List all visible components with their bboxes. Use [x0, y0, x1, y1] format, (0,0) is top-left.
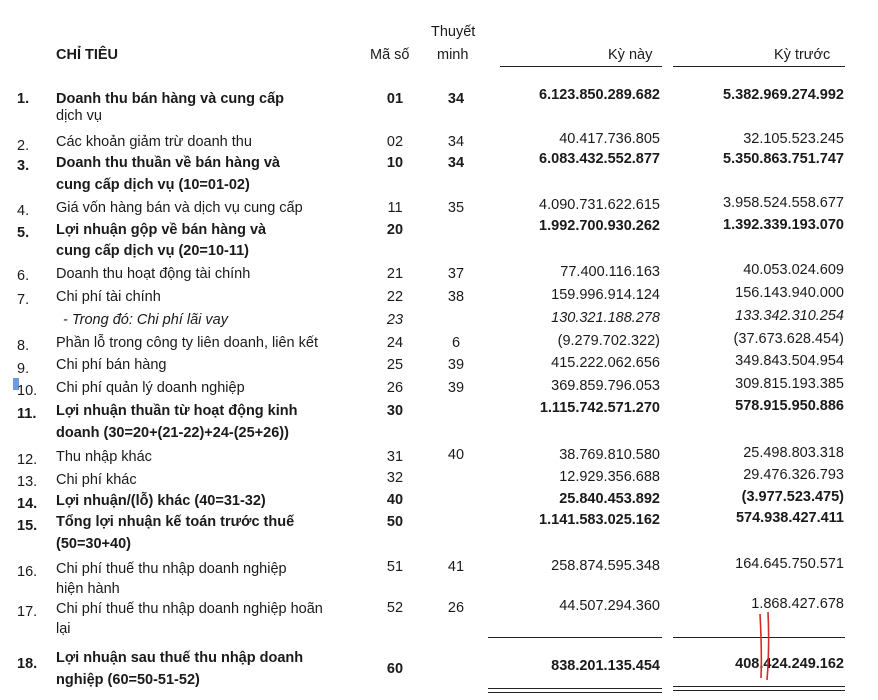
header-chi-tieu: CHỈ TIÊU	[56, 47, 119, 63]
header-ky-truoc: Kỳ trước	[774, 47, 831, 63]
header-underline-ky-nay	[500, 66, 662, 67]
subtotal-line-ky-nay	[488, 637, 662, 638]
header-underline-ky-truoc	[673, 66, 845, 67]
header-ma-so: Mã số	[370, 47, 410, 63]
income-statement: CHỈ TIÊU Mã số Thuyết minh Kỳ này Kỳ trước 1. Doanh thu bán hàng và cung cấp dịch vụ 01 34 6.123.850.289.682 5.382.969.274.992 2. Các khoản giảm trừ doanh thu 02 34 40.417.736.805 32.105.523.245 3. Doanh thu thuần về bán hàng và cung cấp dịch vụ (10=01-02) 10 34 6.083.432.552.877 5.350.863.751.747 4. Giá vốn hàng bán và dịch vụ cung cấp 11 35 4.090.731.622.615 3.958.524.558.677 5. Lợi nhuận gộp về bán hàng và cung cấp dịch vụ (20=10-11) 20 1.992.700.930.262 1.392.339.193.070 6. Doanh thu hoạt động tài chính 21 37 77.400.116.163 40.053.024.609 7. Chi phí tài chính 22 38 159.996.914.124 156.143.940.000 - Trong đó: Chi phí lãi vay 23 130.321.188.278 133.342.310.254 8. Phần lỗ trong công ty liên doanh, liên kết 24 6 (9.279.702.322) (37.673.628.454) 9. Chi phí bán hàng 25 39 415.222.062.656 349.843.504.954 10. Chi phí quản lý doanh nghiệp 26 39 369.859.796.053 309.815.193.385 11. Lợi nhuận thuần từ hoạt động kinh doanh (30=20+(21-22)+24-(25+26)) 30 1.115.742.571.270 578.915.950.886 12. Thu nhập khác 31 40 38.769.810.580 25.498.803.318 13. Chi phí khác 32 12.929.356.688 29.476.326.793 14. Lợi nhuận/(lỗ) khác (40=31-32) 40 25.840.453.892 (3.977.523.475) 15. Tổng lợi nhuận kế toán trước thuế (50=30+40) 50 1.141.583.025.162 574.938.427.411 16. Chi phí thuế thu nhập doanh nghiệp hiện hành 51 41 258.874.595.348 164.645.750.571 17. Chi phí thuế thu nhập doanh nghiệp hoãn lại 52 26 44.507.294.360 1.868.427.678 18. Lợi nhuận sau thuế thu nhập doanh nghiệp (60=50-51-52) 60 838.201.135.454 408.424.249.162	[0, 0, 878, 700]
total-double-line-ky-nay	[488, 688, 662, 693]
header-thuyet: Thuyết	[431, 24, 476, 40]
header-ky-nay: Kỳ này	[608, 47, 653, 63]
header-minh: minh	[437, 47, 469, 63]
total-double-line-ky-truoc	[673, 686, 845, 691]
red-pen-tick-mark	[752, 612, 782, 682]
